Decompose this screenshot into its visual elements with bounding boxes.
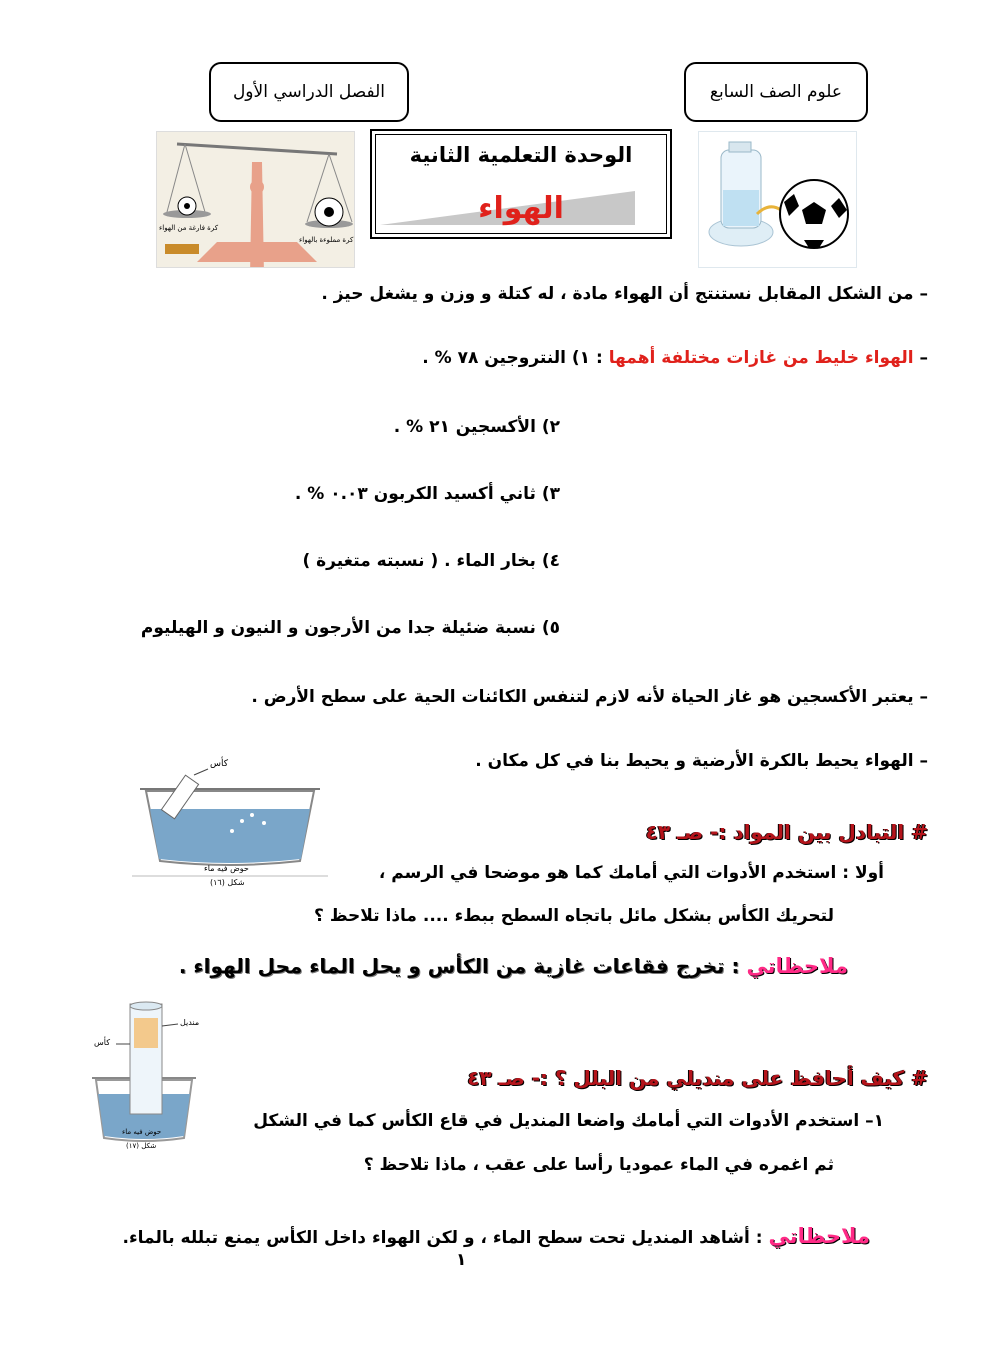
basin1-glass-label: كأس [210,759,229,769]
note1-label: ملاحظاتي [746,954,848,978]
unit-title: الوحدة التعلمية الثانية [409,143,633,167]
note1-text: : تخرج فقاعات غازية من الكأس و يحل الماء محل الهواء . [178,954,747,978]
term-text: الفصل الدراسي الأول [232,82,386,102]
list-item-noble-gases: ٥) نسبة ضئيلة جدا من الأرجون و النيون و الهيليوم [140,618,560,638]
paragraph-air-matter: – من الشكل المقابل نستنتج أن الهواء مادة ، له كتلة و وزن و يشغل حيز . [321,284,928,304]
term-box [209,62,409,122]
basin1-caption: حوض فيه ماء [204,864,249,873]
list-item-co2: ٣) ثاني أكسيد الكربون ٠.٠٣ % . [294,484,560,504]
basin1-figure-number: شكل (١٦) [210,878,245,887]
basin-image-2 [86,1000,202,1156]
section2-line2: ثم اغمره في الماء عموديا رأسا على عقب ، ماذا تلاحظ ؟ [363,1155,834,1175]
basin2-napkin-label: منديل [180,1018,200,1027]
balance-left-label: كرة فارغة من الهواء [159,224,219,232]
paragraph-oxygen: – يعتبر الأكسجين هو غاز الحياة لأنه لازم لتنفس الكائنات الحية على سطح الأرض . [251,687,928,707]
basin2-glass-label: كأس [94,1038,111,1047]
subject-box [684,62,868,122]
section1-line1: أولا : استخدم الأدوات التي أمامك كما هو موضحا في الرسم ، [378,863,884,883]
air-mixture-rest: : ١) النتروجين ٧٨ % . [422,348,609,368]
paragraph-air-mixture: – الهواء خليط من غازات مختلفة أهمها : ١) النتروجين ٧٨ % . [422,348,928,368]
unit-title-box [370,129,672,239]
note2-label: ملاحظاتي [768,1224,870,1248]
section1-heading: # التبادل بين المواد :- صـ ٤٣ [645,820,928,844]
subject-text: علوم الصف السابع [709,82,843,102]
air-mixture-red: الهواء خليط من غازات مختلفة أهمها [608,348,914,368]
basin-image-1 [132,751,328,889]
note2 [123,1224,870,1248]
paragraph-air-surrounds: – الهواء يحيط بالكرة الأرضية و يحيط بنا في كل مكان . [475,751,928,771]
section2-heading: # كيف أحافظ على منديلي من البلل ؟ :- صـ ٤٣ [467,1066,928,1090]
section2-line1: ١– استخدم الأدوات التي أمامك واضعا المنديل في قاع الكأس كما في الشكل [253,1111,884,1131]
unit-name: الهواء [478,191,564,226]
note1 [179,954,848,978]
balance-right-label: كرة مملوءة بالهواء [299,236,354,244]
basin2-figure-number: شكل (١٧) [126,1142,157,1150]
basin2-caption: حوض فيه ماء [122,1128,162,1136]
balance-image [156,131,355,268]
list-item-water-vapor: ٤) بخار الماء . ( نسبته متغيرة ) [302,551,560,571]
list-item-oxygen: ٢) الأكسجين ٢١ % . [393,417,560,437]
section1-line2: لتحريك الكأس بشكل مائل باتجاه السطح ببطء .... ماذا تلاحظ ؟ [314,906,834,926]
bottle-ball-image [698,131,857,268]
page-number: ١ [456,1250,467,1270]
note2-text: : أشاهد المنديل تحت سطح الماء ، و لكن الهواء داخل الكأس يمنع تبلله بالماء. [122,1228,769,1248]
